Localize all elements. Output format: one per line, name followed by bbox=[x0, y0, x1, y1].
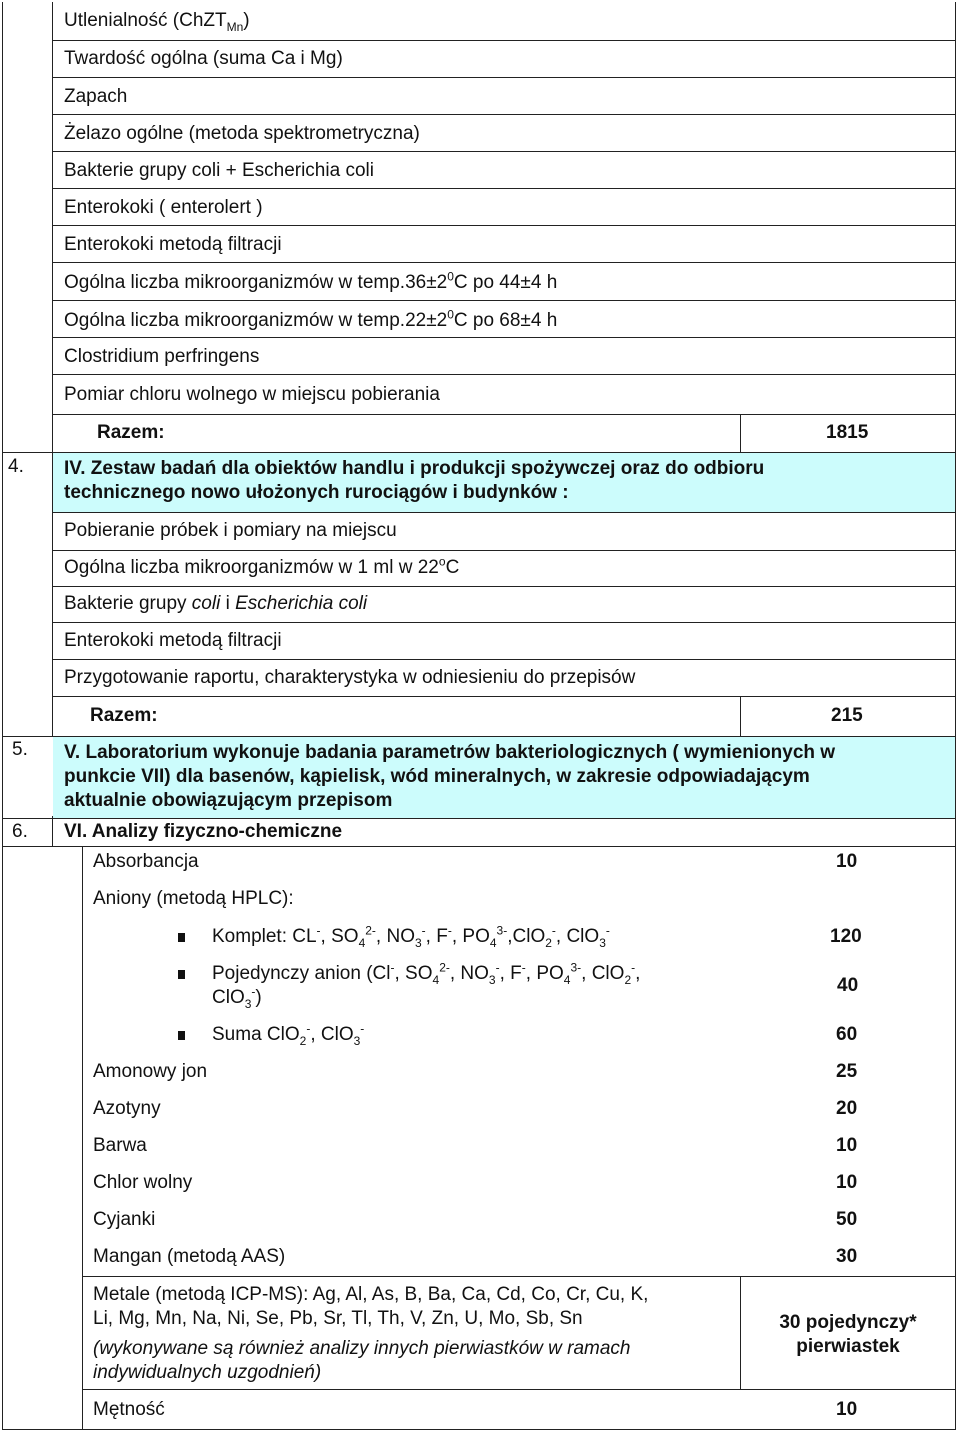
row-divider bbox=[52, 337, 956, 338]
row-divider bbox=[52, 696, 956, 697]
section-3-item: Żelazo ogólne (metoda spektrometryczna) bbox=[64, 123, 420, 144]
suma-label: Suma ClO$_2$-, ClO$_3$- bbox=[212, 1021, 365, 1048]
suma-value: 60 bbox=[836, 1024, 858, 1045]
param-label: Mangan (metodą AAS) bbox=[93, 1246, 286, 1267]
section-5-number: 5. bbox=[12, 739, 28, 760]
section-4-item: Pobieranie próbek i pomiary na miejscu bbox=[64, 520, 397, 541]
metnosc-label: Mętność bbox=[93, 1399, 165, 1420]
subtable-divider bbox=[82, 846, 83, 1430]
table-border-bottom bbox=[2, 1429, 956, 1430]
row-divider bbox=[2, 818, 956, 819]
komplet-label: Komplet: CL-, $SO_4^{2-}$, $NO_3^-$, F-, $PO_4^{3-},ClO_2^-$, ClO$_3$- bbox=[212, 923, 610, 950]
number-column-divider bbox=[52, 2, 53, 736]
param-value: 10 bbox=[836, 1135, 858, 1156]
section-5-text: aktualnie obowiązującym przepisom bbox=[64, 790, 393, 811]
section-4-item: Przygotowanie raportu, charakterystyka w odniesieniu do przepisów bbox=[64, 667, 636, 688]
param-value: 10 bbox=[836, 1172, 858, 1193]
row-divider bbox=[52, 300, 956, 301]
section-3-item: Utlenialność (ChZT$_{Mn}$) bbox=[64, 10, 250, 34]
section-3-item: Ogólna liczba mikroorganizmów w $temp.22\pm 2^0C$ po 68±4 h bbox=[64, 307, 558, 331]
row-divider bbox=[2, 846, 956, 847]
section-5-text: punkcie VII) dla basenów, kąpielisk, wód mineralnych, w zakresie odpowiadającym bbox=[64, 766, 810, 787]
section-3-item: Pomiar chloru wolnego w miejscu pobierania bbox=[64, 384, 440, 405]
metnosc-value: 10 bbox=[836, 1399, 858, 1420]
section-3-item: Enterokoki metodą filtracji bbox=[64, 234, 282, 255]
bullet-icon bbox=[178, 1031, 185, 1040]
bullet-icon bbox=[178, 933, 185, 942]
section-4-title: technicznego nowo ułożonych rurociągów i budynków : bbox=[64, 482, 569, 503]
table-border-right bbox=[955, 2, 956, 1430]
number-column-divider bbox=[52, 816, 53, 846]
row-divider bbox=[52, 262, 956, 263]
row-divider bbox=[82, 1389, 956, 1390]
section-3-item: Twardość ogólna (suma Ca i Mg) bbox=[64, 48, 343, 69]
row-divider bbox=[52, 151, 956, 152]
section-4-title: IV. Zestaw badań dla obiektów handlu i produkcji spożywczej oraz do odbioru bbox=[64, 458, 765, 479]
param-label: Chlor wolny bbox=[93, 1172, 193, 1193]
row-divider bbox=[52, 114, 956, 115]
pojedynczy-label-continued: ClO$_3$-) bbox=[212, 984, 262, 1011]
aniony-label: Aniony (metodą HPLC): bbox=[93, 888, 294, 909]
section-4-item: Enterokoki metodą filtracji bbox=[64, 630, 282, 651]
metale-label: Metale (metodą ICP-MS): Ag, Al, As, B, Ba, Ca, Cd, Co, Cr, Cu, K, bbox=[93, 1284, 649, 1305]
param-value: 50 bbox=[836, 1209, 858, 1230]
row-divider bbox=[52, 550, 956, 551]
row-divider bbox=[52, 225, 956, 226]
absorbancja-value: 10 bbox=[836, 851, 858, 872]
section-3-item: Bakterie grupy coli + Escherichia coli bbox=[64, 160, 374, 181]
section-4-item: Ogólna liczba mikroorganizmów w 1 ml w 22$^o$C bbox=[64, 554, 460, 578]
param-value: 25 bbox=[836, 1061, 858, 1082]
row-divider bbox=[52, 188, 956, 189]
pojedynczy-value: 40 bbox=[837, 975, 859, 996]
param-label: Amonowy jon bbox=[93, 1061, 208, 1082]
value-column-divider bbox=[740, 1276, 741, 1389]
value-column-divider bbox=[740, 414, 741, 452]
section-3-total-value: 1815 bbox=[826, 422, 869, 443]
section-3-item: Ogólna liczba mikroorganizmów w $temp.36\pm 2^0C$ po 44±4 h bbox=[64, 269, 558, 293]
section-6-title: VI. Analizy fizyczno-chemiczne bbox=[64, 821, 343, 842]
row-divider bbox=[52, 374, 956, 375]
param-label: Barwa bbox=[93, 1135, 147, 1156]
metale-note: indywidualnych uzgodnień) bbox=[93, 1362, 322, 1383]
row-divider bbox=[52, 659, 956, 660]
param-value: 30 bbox=[836, 1246, 858, 1267]
row-divider bbox=[52, 622, 956, 623]
section-4-number: 4. bbox=[8, 456, 24, 477]
section-4-total-value: 215 bbox=[831, 705, 863, 726]
section-3-item: Enterokoki ( enterolert ) bbox=[64, 197, 263, 218]
section-4-total-label: Razem: bbox=[90, 705, 158, 726]
absorbancja-label: Absorbancja bbox=[93, 851, 199, 872]
value-column-divider bbox=[740, 696, 741, 736]
metale-label: Li, Mg, Mn, Na, Ni, Se, Pb, Sr, Tl, Th, V, Zn, U, Mo, Sb, Sn bbox=[93, 1308, 583, 1329]
row-divider bbox=[52, 40, 956, 41]
param-value: 20 bbox=[836, 1098, 858, 1119]
komplet-value: 120 bbox=[830, 926, 862, 947]
table-border-left bbox=[2, 2, 3, 1430]
row-divider bbox=[52, 586, 956, 587]
section-4-item: Bakterie grupy coli i Escherichia coli bbox=[64, 593, 368, 614]
pojedynczy-label: Pojedynczy anion (Cl-, $SO_4^{2-}$, $NO_3^-$, F-, $PO_4^{3-}$, ClO$_2$-, bbox=[212, 960, 641, 987]
param-label: Azotyny bbox=[93, 1098, 161, 1119]
metale-value: 30 pojedynczy* pierwiastek bbox=[779, 1312, 917, 1357]
param-label: Cyjanki bbox=[93, 1209, 156, 1230]
section-6-number: 6. bbox=[12, 821, 28, 842]
row-divider bbox=[52, 512, 956, 513]
row-divider bbox=[52, 77, 956, 78]
row-divider bbox=[52, 414, 956, 415]
row-divider bbox=[82, 1276, 956, 1277]
section-3-total-label: Razem: bbox=[97, 422, 165, 443]
metale-note: (wykonywane są również analizy innych pierwiastków w ramach bbox=[93, 1338, 631, 1359]
section-3-item: Clostridium perfringens bbox=[64, 346, 260, 367]
bullet-icon bbox=[178, 970, 185, 979]
section-5-text: V. Laboratorium wykonuje badania parametrów bakteriologicznych ( wymienionych w bbox=[64, 742, 836, 763]
section-3-item: Zapach bbox=[64, 86, 128, 107]
